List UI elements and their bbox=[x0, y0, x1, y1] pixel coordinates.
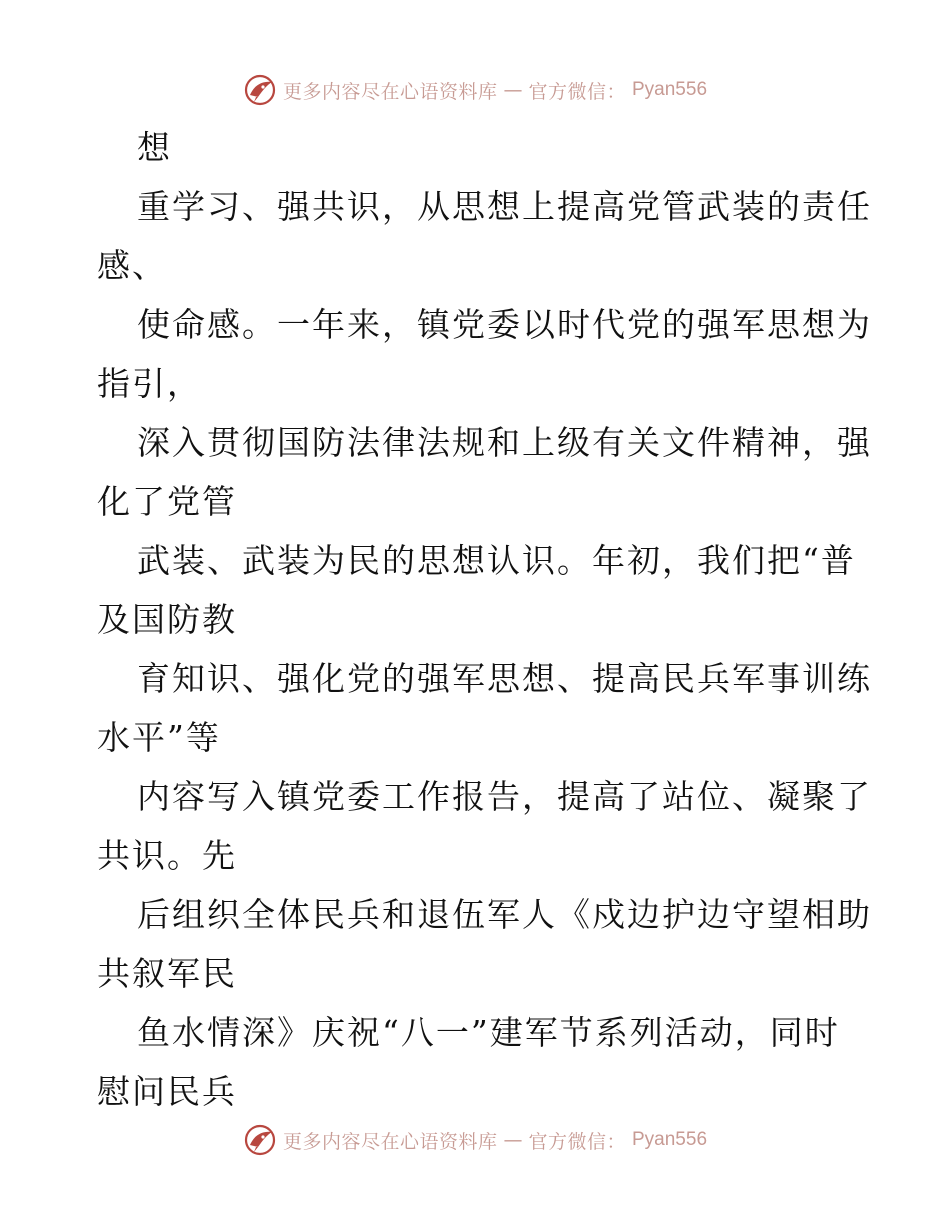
text-line: 武装、武装为民的思想认识。年初，我们把“普 bbox=[137, 541, 856, 580]
text-line: 深入贯彻国防法律法规和上级有关文件精神，强 bbox=[137, 423, 872, 462]
text-line: 想 bbox=[137, 128, 172, 167]
header-watermark bbox=[0, 70, 950, 110]
text-line: 使命感。一年来，镇党委以时代党的强军思想为 bbox=[137, 305, 872, 344]
pen-nib-logo-icon bbox=[243, 73, 277, 107]
footer-watermark bbox=[0, 1120, 950, 1160]
text-line: 水平”等 bbox=[97, 718, 221, 757]
text-line: 感、 bbox=[97, 246, 167, 285]
watermark-wechat-label: 官方微信： bbox=[528, 80, 626, 103]
text-line: 指引， bbox=[97, 364, 202, 403]
watermark-separator: — bbox=[503, 79, 523, 101]
text-line: 鱼水情深》庆祝“八一”建军节系列活动，同时 bbox=[137, 1013, 840, 1052]
watermark-separator: — bbox=[503, 1129, 523, 1151]
pen-nib-logo-icon bbox=[243, 1123, 277, 1157]
text-line: 慰问民兵 bbox=[97, 1072, 237, 1111]
watermark-text: 更多内容尽在心语资料库 bbox=[282, 80, 498, 103]
text-line: 及国防教 bbox=[97, 600, 237, 639]
text-line: 育知识、强化党的强军思想、提高民兵军事训练 bbox=[137, 659, 872, 698]
document-body bbox=[97, 118, 872, 1121]
watermark-wechat-id: Pyan556 bbox=[632, 1129, 708, 1150]
text-line: 共叙军民 bbox=[97, 954, 237, 993]
text-line: 重学习、强共识，从思想上提高党管武装的责任 bbox=[137, 187, 872, 226]
text-line: 内容写入镇党委工作报告，提高了站位、凝聚了 bbox=[137, 777, 872, 816]
text-line: 化了党管 bbox=[97, 482, 237, 521]
text-line: 共识。先 bbox=[97, 836, 237, 875]
watermark-text: 更多内容尽在心语资料库 bbox=[282, 1130, 498, 1153]
watermark-wechat-id: Pyan556 bbox=[632, 79, 708, 100]
text-line: 后组织全体民兵和退伍军人《戍边护边守望相助 bbox=[137, 895, 872, 934]
watermark-wechat-label: 官方微信： bbox=[528, 1130, 626, 1153]
